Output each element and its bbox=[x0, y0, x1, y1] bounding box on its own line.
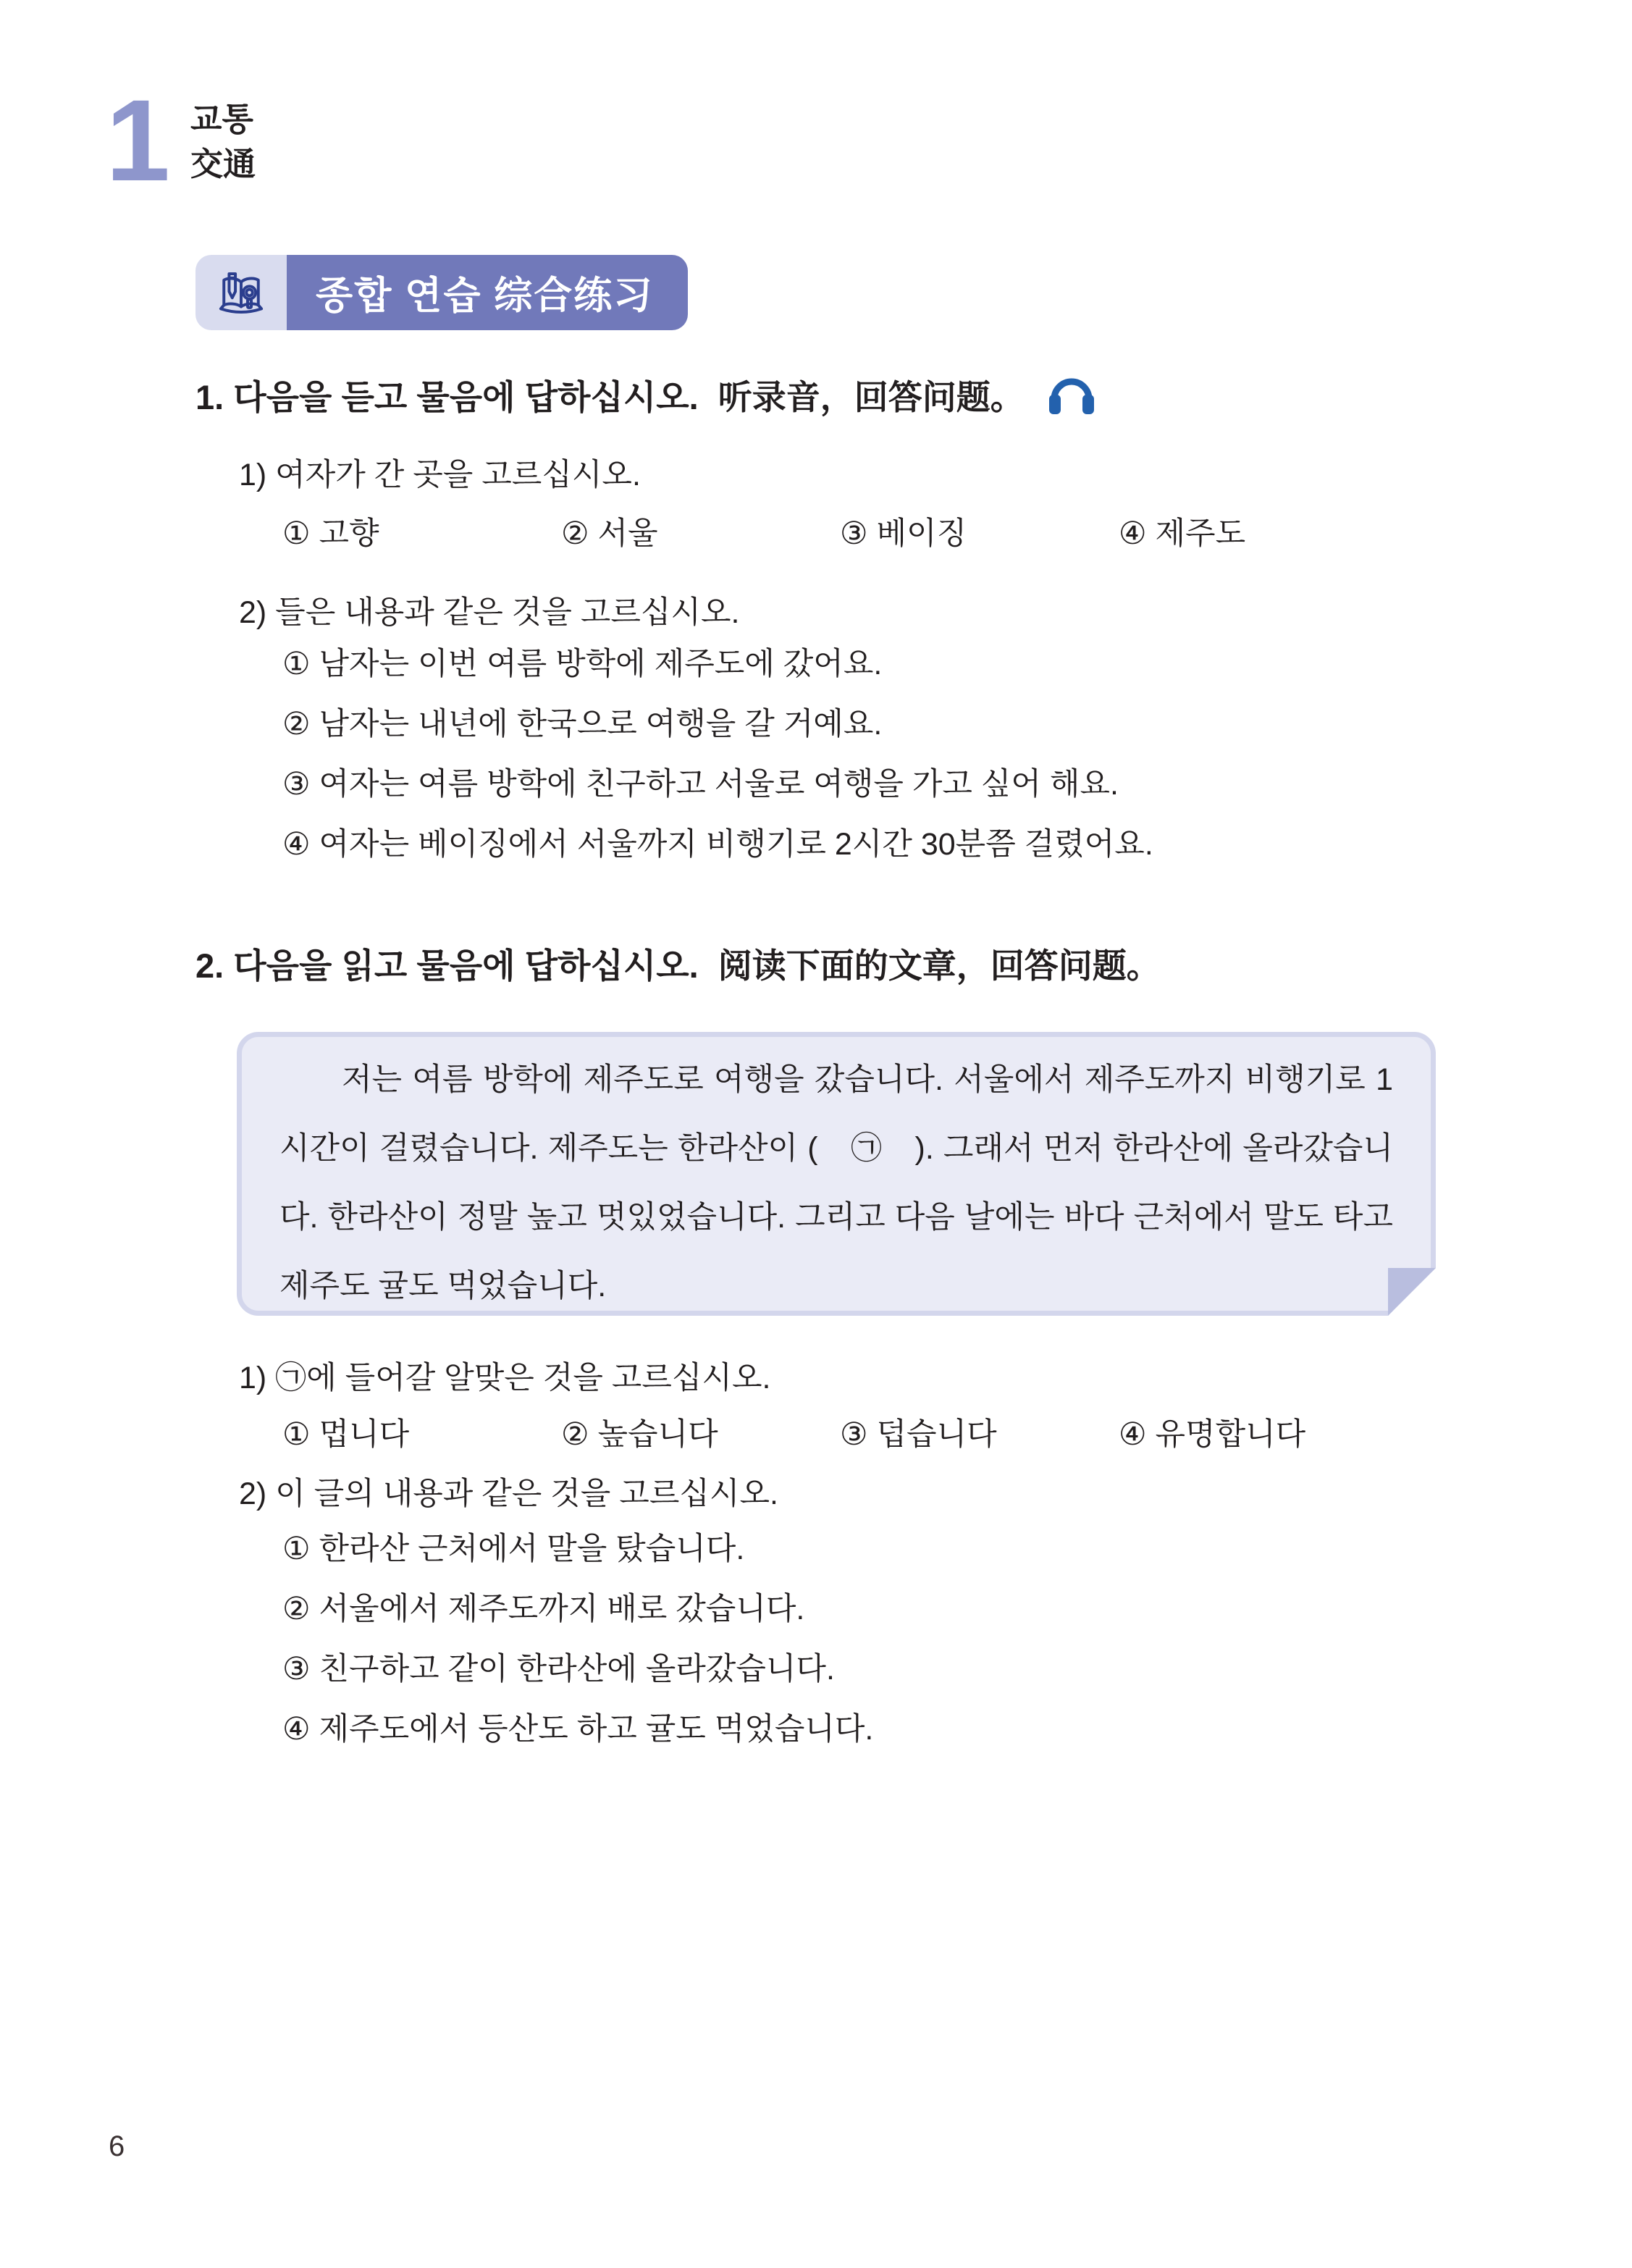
q1s2-option-3: ③ 여자는 여름 방학에 친구하고 서울로 여행을 가고 싶어 해요. bbox=[282, 767, 1119, 802]
q2-subquestion2-label: 2) 이 글의 내용과 같은 것을 고르십시오. bbox=[239, 1477, 778, 1511]
chapter-header bbox=[106, 75, 256, 205]
q2s1-option-3: ③ 덥습니다 bbox=[840, 1417, 997, 1452]
q1-subquestion2-options bbox=[282, 647, 1153, 887]
page-number: 6 bbox=[109, 2130, 125, 2162]
chapter-number: 1 bbox=[106, 75, 166, 205]
q1s1-option-3: ③ 베이징 bbox=[840, 516, 967, 551]
reading-passage-box bbox=[237, 1032, 1436, 1316]
q1s1-option-2: ② 서울 bbox=[561, 516, 658, 551]
q1-subquestion1-label: 1) 여자가 간 곳을 고르십시오. bbox=[239, 458, 641, 492]
q1-subquestion1-options bbox=[282, 509, 1245, 553]
chapter-title-chinese: 交通 bbox=[190, 145, 256, 182]
section-badge bbox=[195, 255, 688, 330]
question2-heading bbox=[195, 939, 1161, 988]
q2s2-option-2: ② 서울에서 제주도까지 배로 갔습니다. bbox=[282, 1592, 805, 1626]
q2-subquestion2-options bbox=[282, 1532, 873, 1772]
q1s2-option-4: ④ 여자는 베이징에서 서울까지 비행기로 2시간 30분쯤 걸렸어요. bbox=[282, 827, 1153, 862]
q2s1-option-2: ② 높습니다 bbox=[561, 1417, 718, 1452]
q1s1-option-1: ① 고향 bbox=[282, 516, 379, 551]
q1s1-option-4: ④ 제주도 bbox=[1119, 516, 1246, 551]
reading-practice-icon bbox=[195, 255, 287, 330]
question2-heading-chinese: 阅读下面的文章，回答问题。 bbox=[718, 946, 1161, 985]
q2s1-option-4: ④ 유명합니다 bbox=[1119, 1417, 1306, 1452]
q2s2-option-3: ③ 친구하고 같이 한라산에 올라갔습니다. bbox=[282, 1652, 835, 1687]
q2s1-option-1: ① 멉니다 bbox=[282, 1417, 410, 1452]
q2-subquestion1-label: 1) ㉠에 들어갈 알맞은 것을 고르십시오. bbox=[239, 1361, 771, 1395]
q2s2-option-1: ① 한라산 근처에서 말을 탔습니다. bbox=[282, 1532, 745, 1566]
q2-subquestion1-options bbox=[282, 1410, 1305, 1454]
section-title: 종합 연습 综合练习 bbox=[287, 255, 688, 330]
question1-heading-chinese: 听录音，回答问题。 bbox=[718, 378, 1025, 416]
q2s2-option-4: ④ 제주도에서 등산도 하고 귤도 먹었습니다. bbox=[282, 1712, 874, 1747]
q1s2-option-2: ② 남자는 내년에 한국으로 여행을 갈 거예요. bbox=[282, 707, 883, 742]
headphones-icon bbox=[1047, 373, 1096, 415]
reading-passage-text: 저는 여름 방학에 제주도로 여행을 갔습니다. 서울에서 제주도까지 비행기로 1시간이 걸렸습니다. 제주도는 한라산이 ( ㉠ ). 그래서 먼저 한라산에 올라갔습니다. 한라산이 정말 높고 멋있었습니다. 그리고 다음 날에는 바다 근처에서 말도 타고 제주도 귤도 먹었습니다. bbox=[279, 1062, 1393, 1303]
question2-heading-korean: 2. 다음을 읽고 물음에 답하십시오. bbox=[195, 946, 699, 985]
q1s2-option-1: ① 남자는 이번 여름 방학에 제주도에 갔어요. bbox=[282, 647, 883, 681]
chapter-title-korean: 교통 bbox=[190, 101, 253, 138]
question1-heading bbox=[195, 371, 1096, 419]
q1-subquestion2-label: 2) 들은 내용과 같은 것을 고르십시오. bbox=[239, 595, 740, 630]
question1-heading-korean: 1. 다음을 듣고 물음에 답하십시오. bbox=[195, 378, 699, 416]
chapter-titles bbox=[190, 94, 256, 182]
folded-corner bbox=[1388, 1268, 1436, 1316]
